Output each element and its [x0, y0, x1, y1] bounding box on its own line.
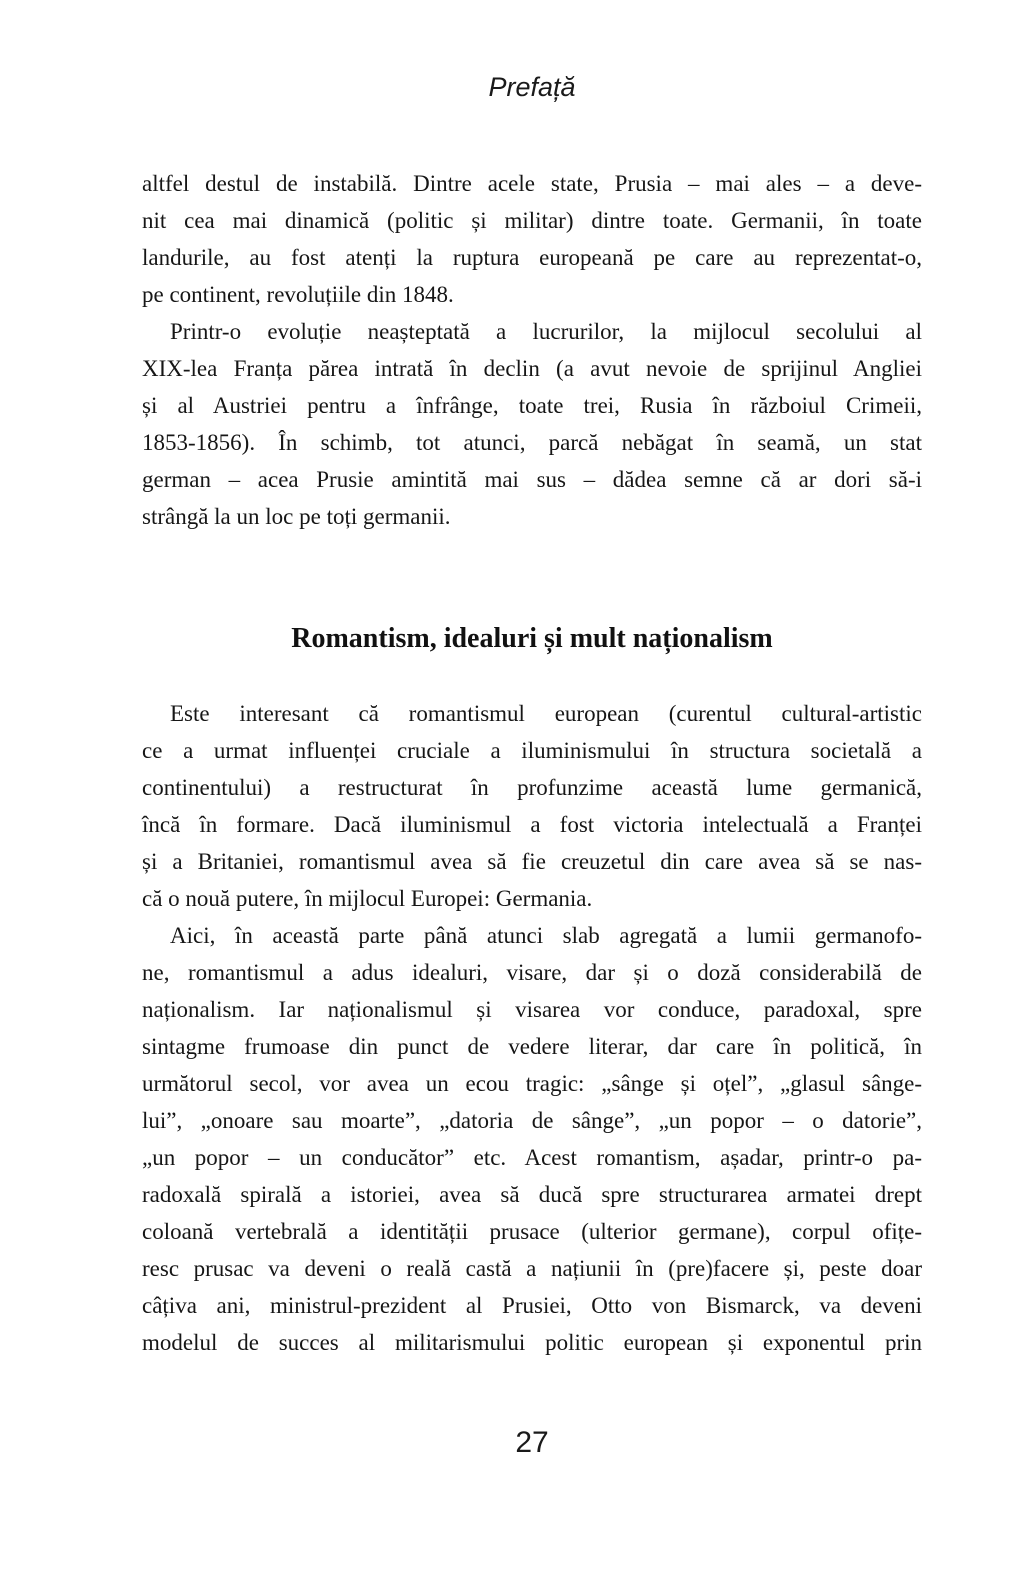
text-line: lui”, „onoare sau moarte”, „datoria de sânge”, „un popor – o datorie”, [142, 1108, 922, 1133]
text-line: coloană vertebrală a identității prusace (ulterior germane), corpul ofițe- [142, 1219, 922, 1244]
text-line: altfel destul de instabilă. Dintre acele state, Prusia – mai ales – a deve- [142, 171, 922, 196]
text-line: și al Austriei pentru a înfrânge, toate trei, Rusia în războiul Crimeii, [142, 393, 922, 418]
text-line: Printr-o evoluție neașteptată a lucrurilor, la mijlocul secolului al [170, 319, 922, 344]
text-line: 1853-1856). În schimb, tot atunci, parcă nebăgat în seamă, un stat [142, 430, 922, 455]
text-line: ce a urmat influenței cruciale a iluminismului în structura societală a [142, 738, 922, 763]
paragraph [142, 695, 922, 917]
running-header-title: Prefață [488, 72, 576, 102]
text-line: următorul secol, vor avea un ecou tragic: „sânge și oțel”, „glasul sânge- [142, 1071, 922, 1096]
text-line: german – acea Prusie amintită mai sus – dădea semne că ar dori să-i [142, 467, 922, 492]
text-line: ne, romantismul a adus idealuri, visare, dar și o doză considerabilă de [142, 960, 922, 985]
text-line: naționalism. Iar naționalismul și visarea vor conduce, paradoxal, spre [142, 997, 922, 1022]
paragraph [142, 313, 922, 535]
text-line: încă în formare. Dacă iluminismul a fost victoria intelectuală a Franței [142, 812, 922, 837]
paragraph [142, 917, 922, 1361]
text-line: că o nouă putere, în mijlocul Europei: Germania. [142, 886, 593, 911]
text-line: landurile, au fost atenți la ruptura europeană pe care au reprezentat-o, [142, 245, 922, 270]
text-line: și a Britaniei, romantismul avea să fie creuzetul din care avea să se nas- [142, 849, 922, 874]
section-heading: Romantism, idealuri și mult naționalism [291, 623, 773, 654]
text-line: radoxală spirală a istoriei, avea să ducă spre structurarea armatei drept [142, 1182, 922, 1207]
paragraph [142, 165, 922, 313]
text-line: câțiva ani, ministrul-prezident al Prusiei, Otto von Bismarck, va deveni [142, 1293, 922, 1318]
text-line: sintagme frumoase din punct de vedere literar, dar care în politică, în [142, 1034, 922, 1059]
text-line: modelul de succes al militarismului politic european și exponentul prin [142, 1330, 922, 1355]
page-number: 27 [515, 1426, 549, 1459]
text-line: pe continent, revoluțiile din 1848. [142, 282, 454, 307]
text-line: „un popor – un conducător” etc. Acest romantism, așadar, printr-o pa- [142, 1145, 922, 1170]
text-line: continentului) a restructurat în profunzime această lume germanică, [142, 775, 922, 800]
text-line: strângă la un loc pe toți germanii. [142, 504, 451, 529]
text-line: resc prusac va deveni o reală castă a națiunii în (pre)facere și, peste doar [142, 1256, 922, 1281]
text-block [142, 165, 922, 1361]
text-line: XIX-lea Franța părea intrată în declin (a avut nevoie de sprijinul Angliei [142, 356, 922, 381]
text-line: Aici, în această parte până atunci slab agregată a lumii germanofo- [170, 923, 922, 948]
text-line: Este interesant că romantismul european (curentul cultural-artistic [170, 701, 922, 726]
text-line: nit cea mai dinamică (politic și militar) dintre toate. Germanii, în toate [142, 208, 922, 233]
